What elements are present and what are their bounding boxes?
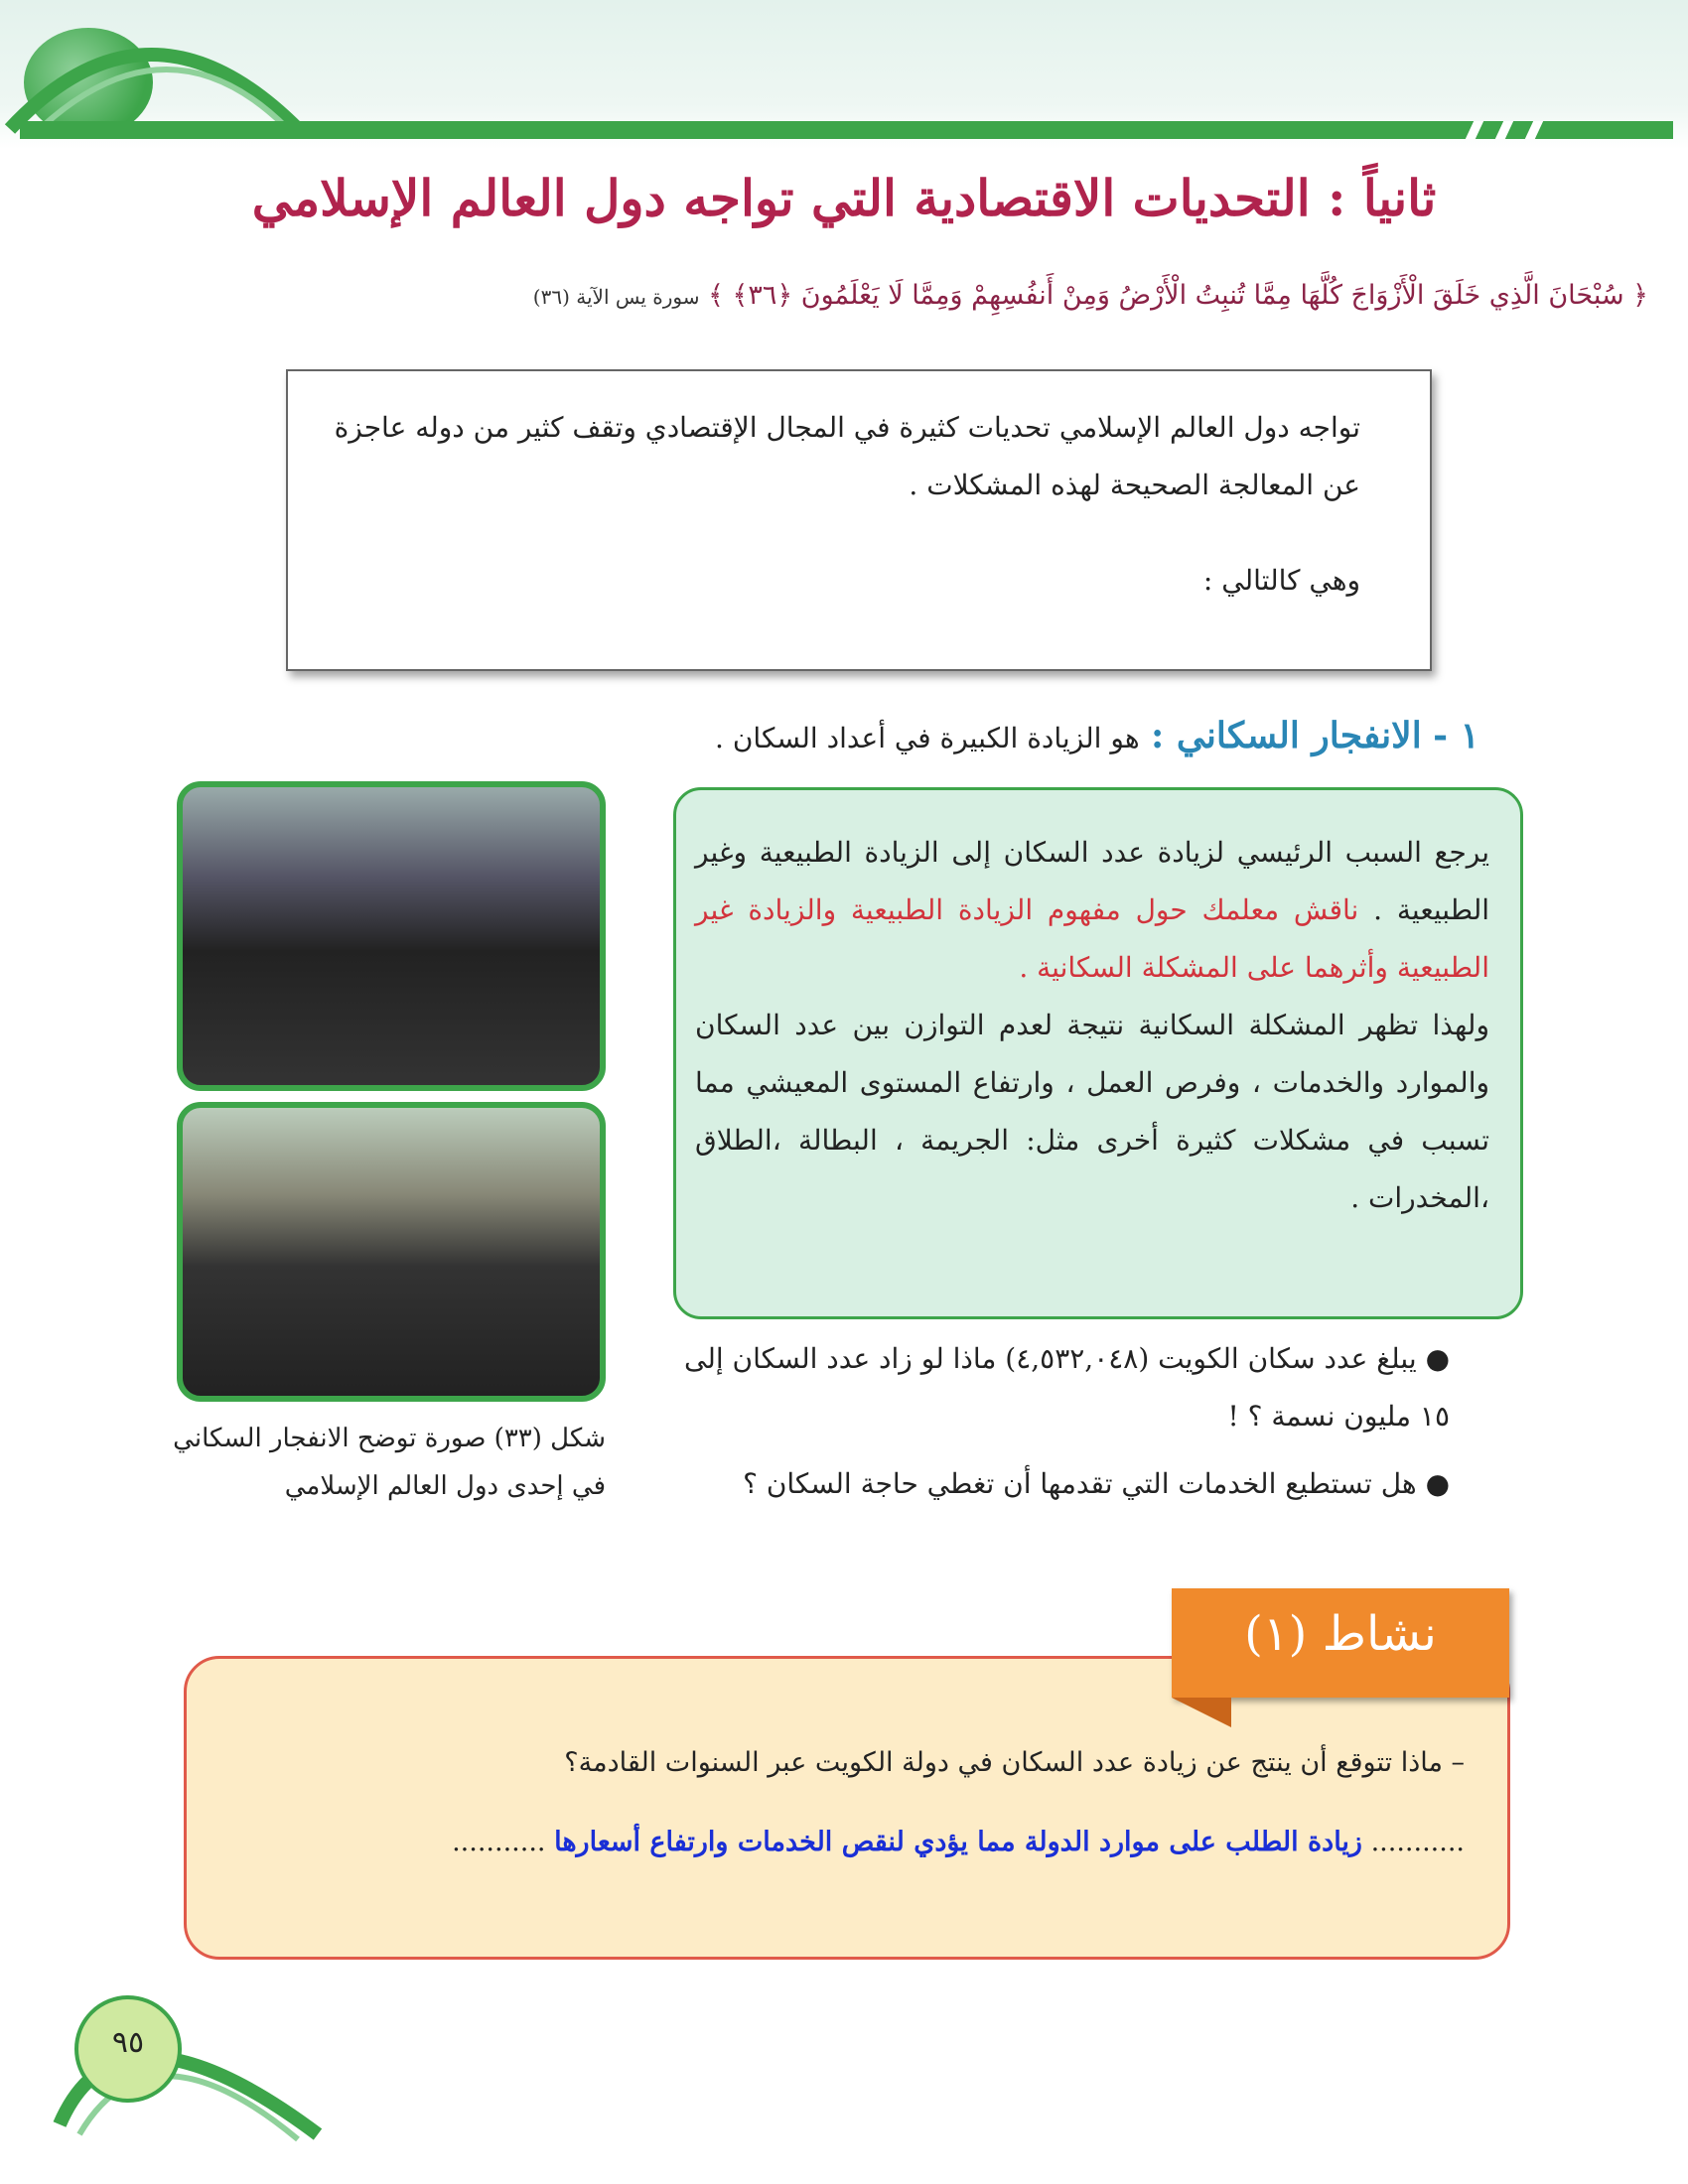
- bullet-list: [675, 1330, 1450, 1523]
- crowd-photo-2: [177, 1102, 606, 1402]
- activity-tab-tail: [1172, 1698, 1231, 1727]
- page-title: ثانياً : التحديات الاقتصادية التي تواجه دول العالم الإسلامي: [251, 169, 1437, 227]
- activity-box: [184, 1656, 1510, 1960]
- figure-caption: شكل (٣٣) صورة توضح الانفجار السكاني في إحدى دول العالم الإسلامي: [173, 1424, 606, 1501]
- crowd-photo-1: [177, 781, 606, 1091]
- section-definition: هو الزيادة الكبيرة في أعداد السكان .: [715, 722, 1140, 754]
- info-text: [695, 824, 1489, 1227]
- info-discussion: ناقش معلمك حول مفهوم الزيادة الطبيعية والزيادة غير الطبيعية وأثرهما على المشكلة السكانية .: [695, 893, 1489, 984]
- verse-text: ﴿ سُبْحَانَ الَّذِي خَلَقَ الْأَزْوَاجَ كُلَّهَا مِمَّا تُنبِتُ الْأَرْضُ وَمِنْ أَنفُسِهِمْ وَمِمَّا لَا يَعْلَمُونَ ﴿٣٦﴾ ﴾: [708, 280, 1648, 311]
- info-p2: ولهذا تظهر المشكلة السكانية نتيجة لعدم التوازن بين عدد السكان والموارد والخدمات ، وفرص العمل ، وارتفاع المستوى المعيشي مما تسبب في مشكلات كثيرة أخرى مثل: الجريمة ، البطالة ،الطلاق ،المخدرات .: [695, 1009, 1489, 1214]
- activity-question: – ماذا تتوقع أن ينتج عن زيادة عدد السكان في دولة الكويت عبر السنوات القادمة؟: [564, 1747, 1465, 1778]
- section-term: الانفجار السكاني :: [1151, 715, 1422, 756]
- answer-dots: ...........: [452, 1827, 546, 1857]
- activity-answer[interactable]: زيادة الطلب على موارد الدولة مما يؤدي لنقص الخدمات وارتفاع أسعارها: [554, 1827, 1362, 1857]
- info-p1: يرجع السبب الرئيسي لزيادة عدد السكان إلى الزيادة الطبيعية وغير الطبيعية .: [695, 836, 1490, 926]
- activity-label: نشاط (١): [1244, 1606, 1437, 1662]
- quran-verse: [40, 280, 1648, 311]
- verse-source: سورة يس الآية (٣٦): [532, 285, 700, 309]
- bullet-item: ● يبلغ عدد سكان الكويت (٤,٥٣٢,٠٤٨) ماذا لو زاد عدد السكان إلى ١٥ مليون نسمة ؟ !: [683, 1342, 1450, 1433]
- intro-followup: وهي كالتالي :: [1202, 564, 1360, 597]
- header-line: [20, 121, 1673, 139]
- answer-dots: ...........: [1370, 1827, 1465, 1857]
- page-number: ٩٥: [111, 2025, 145, 2060]
- intro-text: تواجه دول العالم الإسلامي تحديات كثيرة في المجال الإقتصادي وتقف كثير من دوله عاجزة عن المعالجة الصحيحة لهذه المشكلات .: [334, 411, 1360, 501]
- bullet-item: ● هل تستطيع الخدمات التي تقدمها أن تغطي حاجة السكان ؟: [743, 1467, 1450, 1500]
- activity-answer-line: [452, 1827, 1465, 1857]
- section-heading: [715, 715, 1479, 756]
- section-number: ١ -: [1433, 715, 1479, 756]
